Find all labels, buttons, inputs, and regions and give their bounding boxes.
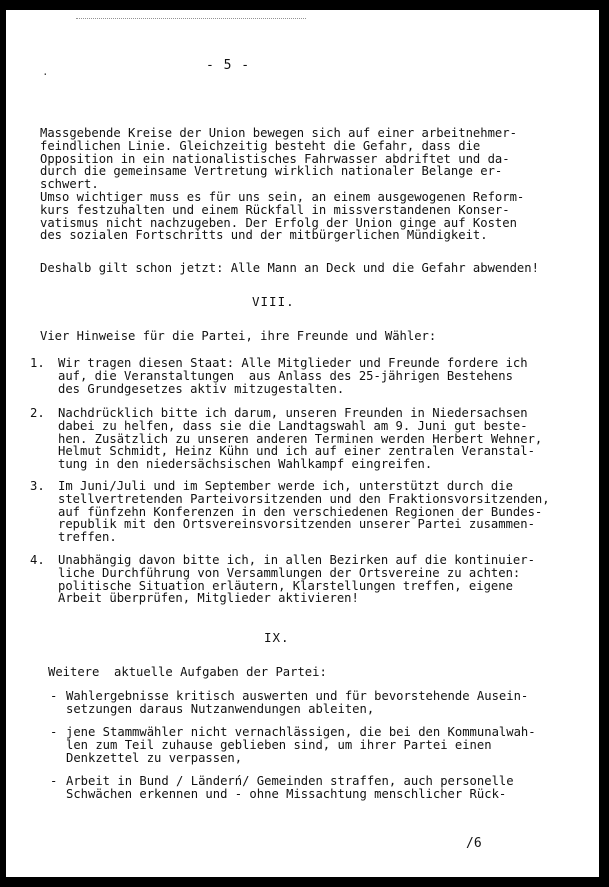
page-number: - 5 -	[206, 58, 251, 73]
text-line: des sozialen Fortschritts und der mitbürgerlichen Mündigkeit.	[40, 228, 488, 243]
text-line: Schwächen erkennen und - ohne Missachtung menschlicher Rück-	[66, 786, 507, 801]
text-line: Helmut Schmidt, Heinz Kühn und ich auf einer zentralen Veranstal-	[58, 444, 535, 459]
text-line: Deshalb gilt schon jetzt: Alle Mann an Deck und die Gefahr abwenden!	[40, 261, 539, 275]
text-line: Unabhängig davon bitte ich, in allen Bezirken auf die kontinuier-	[58, 553, 535, 567]
paragraph-2	[40, 191, 540, 242]
text-line: Im Juni/Juli und im September werde ich, unterstützt durch die	[58, 479, 513, 493]
text-line: treffen.	[58, 530, 117, 545]
scan-artifact	[76, 18, 306, 21]
text-line: liche Durchführung von Versammlungen der Ortsvereine zu achten:	[58, 565, 521, 580]
text-line: Opposition in ein nationalistisches Fahrwasser abdriftet und da-	[40, 151, 510, 166]
text-line: republik mit den Ortsvereinsvorsitzenden unserer Partei zusammen-	[58, 517, 535, 532]
text-line: schwert.	[40, 177, 99, 192]
list-number: 2.	[30, 406, 45, 420]
bullet-dash: -	[50, 689, 58, 703]
text-line: setzungen daraus Nutzanwendungen ableiten,	[66, 701, 375, 716]
scan-border	[599, 10, 604, 882]
scan-border	[6, 877, 604, 882]
text-line: durch die gemeinsame Vertretung wirklich nationaler Belange er-	[40, 164, 503, 179]
text-line: len zum Teil zuhause geblieben sind, um ihrer Partei einen	[66, 737, 492, 752]
text-line: kurs festzuhalten und einem Rückfall in missverstandenen Konser-	[40, 202, 510, 217]
section-viii-intro	[40, 330, 540, 343]
section-heading-ix: IX.	[264, 630, 290, 645]
bullet-dash: -	[50, 725, 58, 739]
text-line: Weitere aktuelle Aufgaben der Partei:	[48, 665, 327, 679]
paragraph-3	[40, 262, 540, 275]
text-line: des Grundgesetzes aktiv mitzugestalten.	[58, 381, 345, 396]
text-line: Arbeit in Bund / Länderń/ Gemeinden straffen, auch personelle	[66, 774, 514, 788]
text-line: auf fünfzehn Konferenzen in den verschiedenen Regionen der Bundes-	[58, 504, 543, 519]
text-line: feindlichen Linie. Gleichzeitig besteht die Gefahr, dass die	[40, 138, 481, 153]
text-line: Wir tragen diesen Staat: Alle Mitglieder und Freunde fordere ich	[58, 356, 528, 370]
margin-mark: .	[42, 65, 49, 78]
section-heading-viii: VIII.	[252, 294, 295, 309]
list-number: 4.	[30, 553, 45, 567]
continuation-marker: /6	[466, 836, 482, 851]
text-line: Denkzettel zu verpassen,	[66, 750, 243, 765]
text-line: stellvertretenden Parteivorsitzenden und den Fraktionsvorsitzenden,	[58, 491, 550, 506]
text-line: Umso wichtiger muss es für uns sein, an einem ausgewogenen Reform-	[40, 190, 525, 204]
text-line: Massgebende Kreise der Union bewegen sich auf einer arbeitnehmer-	[40, 126, 517, 140]
document-page	[6, 10, 604, 882]
text-line: Wahlergebnisse kritisch auswerten und für bevorstehende Ausein-	[66, 689, 529, 703]
text-line: politische Situation erläutern, Klarstellungen treffen, eigene	[58, 578, 513, 593]
list-number: 1.	[30, 356, 45, 370]
text-line: tung in den niedersächsischen Wahlkampf eingreifen.	[58, 457, 433, 472]
text-line: auf, die Veranstaltungen aus Anlass des 25-jährigen Bestehens	[58, 368, 513, 383]
text-line: Arbeit überprüfen, Mitglieder aktivieren!	[58, 591, 359, 606]
section-ix-intro	[48, 666, 548, 679]
text-line: dabei zu helfen, dass sie die Landtagswahl am 9. Juni gut beste-	[58, 418, 528, 433]
text-line: Nachdrücklich bitte ich darum, unseren Freunden in Niedersachsen	[58, 406, 528, 420]
text-line: vatismus nicht nachzugeben. Der Erfolg der Union ginge auf Kosten	[40, 215, 517, 230]
text-line: jene Stammwähler nicht vernachlässigen, die bei den Kommunalwah-	[66, 725, 536, 739]
text-line: hen. Zusätzlich zu unseren anderen Terminen werden Herbert Wehner,	[58, 431, 543, 446]
list-number: 3.	[30, 479, 45, 493]
bullet-dash: -	[50, 774, 58, 788]
text-line: Vier Hinweise für die Partei, ihre Freunde und Wähler:	[40, 329, 437, 343]
paragraph-1	[40, 127, 540, 191]
